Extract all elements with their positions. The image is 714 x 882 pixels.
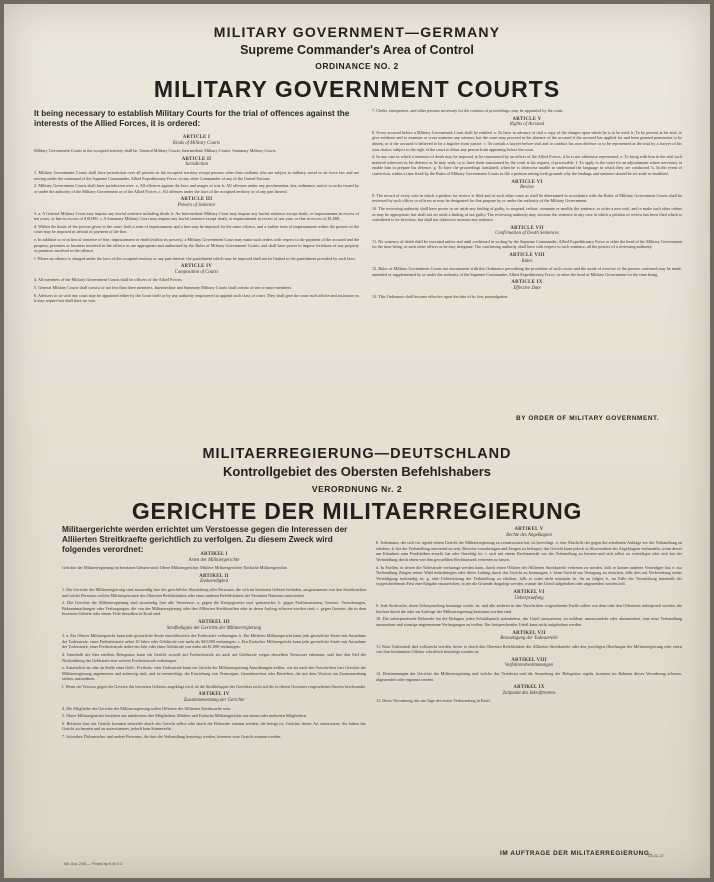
de-title: GERICHTE DER MILITAERREGIERUNG [131,498,583,524]
en-title: MILITARY GOVERNMENT COURTS [153,76,561,102]
article-title: Jurisdiction [185,162,208,168]
paragraph: e. Zusaetzlich zu oder an Stelle einer Geld-, Freiheits- oder Todesstrafe kann ein Gericht der Militaerregierung Anordnungen treffen, wie sie nach den Vorschriften fuer Gerichte der Militaerregierung angemessen und zulaessig sind, und ist ermaechtigt, die Einziehung von Vermoegen, Grundstuecken oder Betrieben, die mit dem Verstoss im Zusammenhang stehen, anzuordnen. [62,665,366,682]
article-heading: ARTICLE III [180,197,213,203]
article-title: Review [520,185,534,191]
paragraph: d. In Faellen, in denen die Todesstrafe verhaengt werden kann, durch einen Offizier der Alliierten Streitkraefte vertreten zu werden, falls er keinen anderen Verteidiger hat; e. zur Verhandlung Zeugen seiner Wahl mitzubringen oder deren Ladung durch das Gericht zu beantragen; f. beim Gericht um Vertagung zu ersuchen, falls dies zur Vorbereitung seiner Verteidigung notwendig ist; g. eine Uebersetzung der Verhandlung zu erhalten, falls er sonst nicht imstande ist, ihr zu folgen; h. im Falle der Verurteilung innerhalb der vorgeschriebenen Frist eine Eingabe einzureichen, in der die Gruende dargelegt werden, warum das Urteil aufgehoben oder abgeaendert werden soll. [376,564,682,587]
paragraph: 6. Beisitzer fuer ein Gericht koennen entweder durch das Gericht selbst oder durch die Behoerde ernannt werden, die befugt ist, Gerichte dieser Art einzusetzen. Sie haben das Gericht zu beraten und zu unterstuetzen, jedoch kein Stimmrecht. [62,720,366,732]
article-title: Strafbefugnis der Gerichte der Militaerregierung [166,625,262,631]
article-title: Zustaendigkeit [199,579,229,585]
paragraph: d. In any case in which a sentence of death may be imposed, to be represented by an officer of the Allied Forces, if he is not otherwise represented. e. To bring with him to the trial such material witnesses in his defence as he may wish, or to have them summoned by the court at his request, if practicable. f. To apply to the court for an adjournment where necessary to enable him to prepare his defence. g. To have the proceedings translated, when he is otherwise unable to understand the language in which they are conducted. h. In the event of conviction, within a time fixed by the Rules of Military Government Courts to file a petition setting forth grounds why the findings and sentence should be set aside or modified. [372,154,682,176]
en-by-order: BY ORDER OF MILITARY GOVERNMENT. [516,415,660,422]
article-heading: ARTICLE V [512,116,542,122]
paragraph: Military Government Courts in the occupied territory shall be: General Military Courts; Intermediate Military Courts; Summary Military Courts. [34,148,277,154]
paragraph: 8. Jedermann, der sich vor irgend einem Gericht der Militaerregierung zu verantworten hat, ist berechtigt: a. eine Abschrift der gegen ihn erhobenen Anklage vor der Verhandlung zu erhalten; b. bei der Verhandlung anwesend zu sein, Beweise vorzubringen und Zeugen zu befragen; das Gericht kann jedoch in Abwesenheit des Angeklagten verhandeln, wenn dieser um Erlaubnis zum Fernbleiben ersucht hat oder fluechtig ist; c. sich mit einem Rechtsanwalt vor der Verhandlung zu beraten und sich selbst zu verteidigen oder sich bei der Verhandlung durch einen von ihm gewaehlten Rechtsanwalt vertreten zu lassen. [376,540,682,562]
de-left-column [62,549,366,742]
paragraph: Gerichte der Militaerregierung im besetzten Gebiete sind: Obere Militaergerichte; Mittlere Militaergerichte; Einfache Militaergerichte. [62,565,288,571]
paragraph: 3. a. Ein Oberes Militaergericht kann jede gesetzliche Strafe einschliesslich der Todesstrafe verhaengen. b. Ein Mittleres Militaergericht kann jede gesetzliche Strafe mit Ausnahme der Todesstrafe, einer Freiheitsstrafe ueber 10 Jahre oder Geldstrafe von mehr als $10,000 verhaengen. c. Ein Einfaches Militaergericht kann jede gesetzliche Strafe mit Ausnahme der Todesstrafe, einer Freiheitsstrafe ueber ein Jahr oder einer Geldstrafe von mehr als $1,000 verhaengen. [62,633,366,650]
article-title: Ueberpruefung [514,595,544,601]
paragraph: 6. Advisers to sit with any court may be appointed either by the Court itself or by any authority empowered to appoint such class of court. They shall give the court such advice and assistance as it may require but shall have no vote. [34,292,359,304]
paragraph: 7. Schreiber, Dolmetscher und andere Personen, die fuer die Verhandlung benoetigt werden, koennen vom Gericht ernannt werden. [62,734,282,740]
de-header-line1: MILITAERREGIERUNG—DEUTSCHLAND [202,446,512,462]
article-title: Rights of Accused [509,122,545,128]
article-title: Zeitpunkt des Inkrafttretens [502,690,556,696]
paragraph: 10. The reviewing authority shall have power to set aside any finding of guilty, to suspend, reduce, commute or modify the sentence, to order a new trial, and to make such other orders as may be appropriate, but shall not set aside a finding of not guilty. The reviewing authority may increase the sentence in any case in which a petition of review has been filed which is considered to be frivolous, but shall not otherwise increase any sentence. [372,205,682,223]
paragraph: 4. Die Mitglieder der Gerichte der Militaerregierung sollen Offiziere der Alliierten Streitkraefte sein. [62,705,231,711]
paragraph: f. Where an offence is charged under the laws of the occupied territory or any part thereof, the punishment which may be imposed shall not be limited to the punishment provided by such laws. [34,255,356,261]
article-heading: ARTICLE VIII [509,253,545,259]
article-title: Verfahrensbestimmungen [504,663,554,669]
de-by-order: IM AUFTRAGE DER MILITAERREGIERUNG. [500,850,652,857]
paragraph: 10. Die ueberpruefende Behoerde hat die Befugnis jeden Schuldspruch aufzuheben, das Urteil auszusetzen, zu mildern, umzuwandeln oder abzuaendern, eine neue Verhandlung anzuordnen und sonstige angemessene Verfuegungen zu treffen. Ein freisprechendes Urteil kann nicht aufgehoben werden. [376,616,682,627]
paragraph: 8. Every accused before a Military Government Court shall be entitled: a. To have in advance of trial a copy of the charges upon which he is to be tried. b. To be present at his trial, to give evidence and to examine or cross-examine any witness; but the court may proceed in the absence of the accused if the accused has applied for and been granted permission to be absent, or if the accused is believed to be a fugitive from justice. c. To consult a lawyer before trial and to conduct his own defence or to be represented at the trial by a lawyer of his own choice, subject to the right of the court to debar any person from appearing before the court. [372,129,682,152]
ordinance-poster [4,4,710,878]
article-heading: ARTIKEL III [198,619,230,625]
paragraph: 2. Die Gerichte der Militaerregierung sind zustaendig fuer alle Verstoesse: a. gegen die Kriegsgesetze und -gebraeuche; b. gegen Proklamationen, Gesetze, Verordnungen, Bekanntmachungen oder Verfuegungen, die von der Militaerregierung oder den Alliierten Streitkraeften oder in deren Auftrag erlassen worden sind; c. gegen Gesetze, die in dem besetzten Gebiete oder einem Teile desselben in Kraft sind. [62,600,366,617]
article-title: Arten der Militaergerichte [188,557,240,563]
article-title: Rules [521,258,533,264]
article-heading: ARTICLE VII [510,225,544,231]
article-heading: ARTICLE IV [180,264,213,270]
paragraph: 1. Die Gerichte der Militaerregierung sind zustaendig fuer die gerichtliche Aburteilung aller Personen, die sich im besetzten Gebiete befinden, ausgenommen von den Streitkraeften und solche Personen welche Militaerpersonen des Obersten Befehlshabers oder eines anderen Befehlshabers der Vereinten Nationen unterstehen. [62,586,366,598]
article-title: Bestaetigung der Todesurteile [500,636,558,642]
paragraph: 5. Obere Militaergerichte bestehen aus mindestens drei Mitgliedern. Mittlere und Einfache Militaergerichte aus einem oder mehreren Mitgliedern. [62,713,307,719]
article-title: Kinds of Military Courts [172,140,221,146]
en-left-column [34,132,359,306]
paragraph: 13. Diese Verordnung tritt am Tage der ersten Verkuendung in Kraft. [376,698,491,704]
article-heading: ARTIKEL VI [513,589,545,595]
article-heading: ARTICLE VI [511,179,543,185]
article-heading: ARTIKEL II [199,573,229,579]
paragraph: d. Innerhalb der ihm erteilten Befugnisse kann ein Gericht sowohl auf Freiheitsstrafe als auch auf Geldstrafe wegen desselben Verstosses erkennen, und fuer den Fall der Nichtzahlung der Geldstrafe eine weitere Freiheitsstrafe verhaengen. [62,651,366,663]
paragraph: 1. Military Government Courts shall have jurisdiction over all persons in the occupied territory except persons other than civilians who are subject to military, naval or air force law and are serving under the command of the Supreme Commander, Allied Expeditionary Force, or any other Commander of any of the United Nations. [34,169,359,181]
article-title: Effective Date [513,286,541,292]
paragraph: 13. This Ordinance shall become effective upon the date of its first promulgation. [372,293,509,299]
paragraph: 5. General Military Courts shall consist of not less than three members. Intermediate and Summary Military Courts shall consist of one or more members. [34,285,292,291]
article-heading: ARTICLE II [181,156,212,162]
article-heading: ARTIKEL IX [513,685,545,691]
paragraph: 11. Kein Todesurteil darf vollstreckt werden, bevor es durch den Obersten Befehlshaber der Alliierten Streitkraefte oder den jeweiligen Oberhaupte der Militaerregierung oder einen von ihm bestimmten Offizier schriftlich bestaetigt worden ist. [376,643,682,655]
paragraph: 4. All members of the Military Government Courts shall be officers of the Allied Forces. [34,277,183,283]
paragraph: 12. Rules of Military Government Courts not inconsistent with this Ordinance prescribing the procedure of such courts and the mode of exercise of the powers conferred may be made, amended or supplemented by or under the authority of the Supreme Commander, Allied Expeditionary Force, or other the head of Military Government for the time being. [372,266,682,277]
de-intro: Militaergerichte werden errichtet um Verstoesse gegen die Interessen der Alliierten Streitkraefte gerichtlich zu verfolgen. Zu diesem Zweck wird folgendes verordnet: [62,525,348,554]
article-title: Rechte des Angeklagten [506,532,552,538]
article-heading: ARTIKEL VIII [511,657,547,663]
paragraph: 9. The record of every case in which a petition for review is filed and of such other cases as shall be determined in accordance with the Rules of Military Government Courts shall be reviewed by such officer or officers as may be designated for that purpose by or under the authority of the Military Government. [372,192,682,204]
en-intro: It being necessary to establish Military Courts for the trial of offences against the interests of the Allied Forces, it is ordered: [34,109,350,128]
paragraph: e. In addition to or in lieu of sentence of fine, imprisonment or death (within its powers), a Military Government Court may make such orders with respect to the payment of the accused and the property, premises or business involved in the offence as are appropriate and authorized by the Rules of Military Government Courts; and shall have power to impose forfeiture of any property or premises involved in the offence. [34,236,359,254]
de-ordinance-number: VERORDNUNG Nr. 2 [311,484,403,494]
paragraph: 11. No sentence of death shall be executed unless and until confirmed in writing by the Supreme Commander, Allied Expeditionary Force or other the head of the Military Government for the time being, or such other officer as he may designate. The confirming authority shall have with respect to such sentence, all the powers of a reviewing authority. [372,238,682,250]
paragraph: 3. a. A General Military Court may impose any lawful sentence including death. b. An Intermediate Military Court may impose any lawful sentence except death, or imprisonment in excess of ten years, or fine in excess of $10,000. c. A Summary Military Court may impose any lawful sentence except death, or imprisonment in excess of one year, or fine in excess of $1,000. [34,210,359,222]
article-title: Composition of Courts [174,269,219,275]
article-title: Confirmation of Death Sentences [495,231,559,237]
article-title: Powers of Sentence [177,202,216,208]
article-heading: ARTIKEL IV [198,692,230,698]
de-footer-printer: Mil. Gov. 2/45 — Printed by H.M.S.O. [64,862,124,866]
paragraph: 12. Bestimmungen der Gerichte der Militaerregierung und welche das Verfahren und die Ausuebung der Befugnisse regeln, koennen im Rahmen dieser Verordnung erlassen, abgeaendert oder ergaenzt werden. [376,671,682,682]
en-header-line1: MILITARY GOVERNMENT—GERMANY [213,24,501,40]
de-footer-code: CA.GL.27 [648,854,664,858]
paragraph: 7. Clerks, interpreters, and other persons necessary for the conduct of proceedings, may be appointed by the court. [372,108,564,113]
article-heading: ARTIKEL VII [512,630,546,636]
paragraph: d. Within the limits of the powers given to the court, both a term of imprisonment and a fine may be imposed for the same offence, and a further term of imprisonment within the powers of the court may be imposed in default of payment of the fine. [34,223,359,235]
article-heading: ARTIKEL V [514,527,544,532]
de-header-line2: Kontrollgebiet des Obersten Befehlshabers [222,464,491,479]
paragraph: f. Wenn ein Verstoss gegen die Gesetze des besetzten Gebietes angeklagt wird, ist die Strafbefugnis des Gerichtes nicht auf die in diesen Gesetzen vorgesehenen Strafen beschraenkt. [62,683,366,689]
article-title: Zusammensetzung der Gerichte [183,698,245,704]
article-heading: ARTICLE IX [511,280,543,286]
en-right-column [372,108,682,301]
paragraph: 2. Military Government Courts shall have jurisdiction over: a. All offences against the laws and usages of war. b. All offences under any proclamation, law, ordinance, notice or order issued by or under the authority of the Military Government or of the Allied Forces. c. All offences under the laws of the occupied territory or of any part thereof. [34,183,359,194]
article-heading: ARTICLE I [182,135,211,140]
en-header-line2: Supreme Commander's Area of Control [240,43,474,57]
de-right-column [376,524,682,706]
en-ordinance-number: ORDINANCE NO. 2 [315,61,399,71]
article-heading: ARTIKEL I [200,552,228,557]
paragraph: 9. Jede Strafsache, deren Ueberpruefung beantragt wurde, ist, und alle anderen in den Vorschriften vorgesehenen Faelle sollen von dem oder den Offizieren ueberprueft werden, die hierfuer durch die oder im Auftrage der Militaerregierung bestimmt worden sind. [376,603,682,614]
